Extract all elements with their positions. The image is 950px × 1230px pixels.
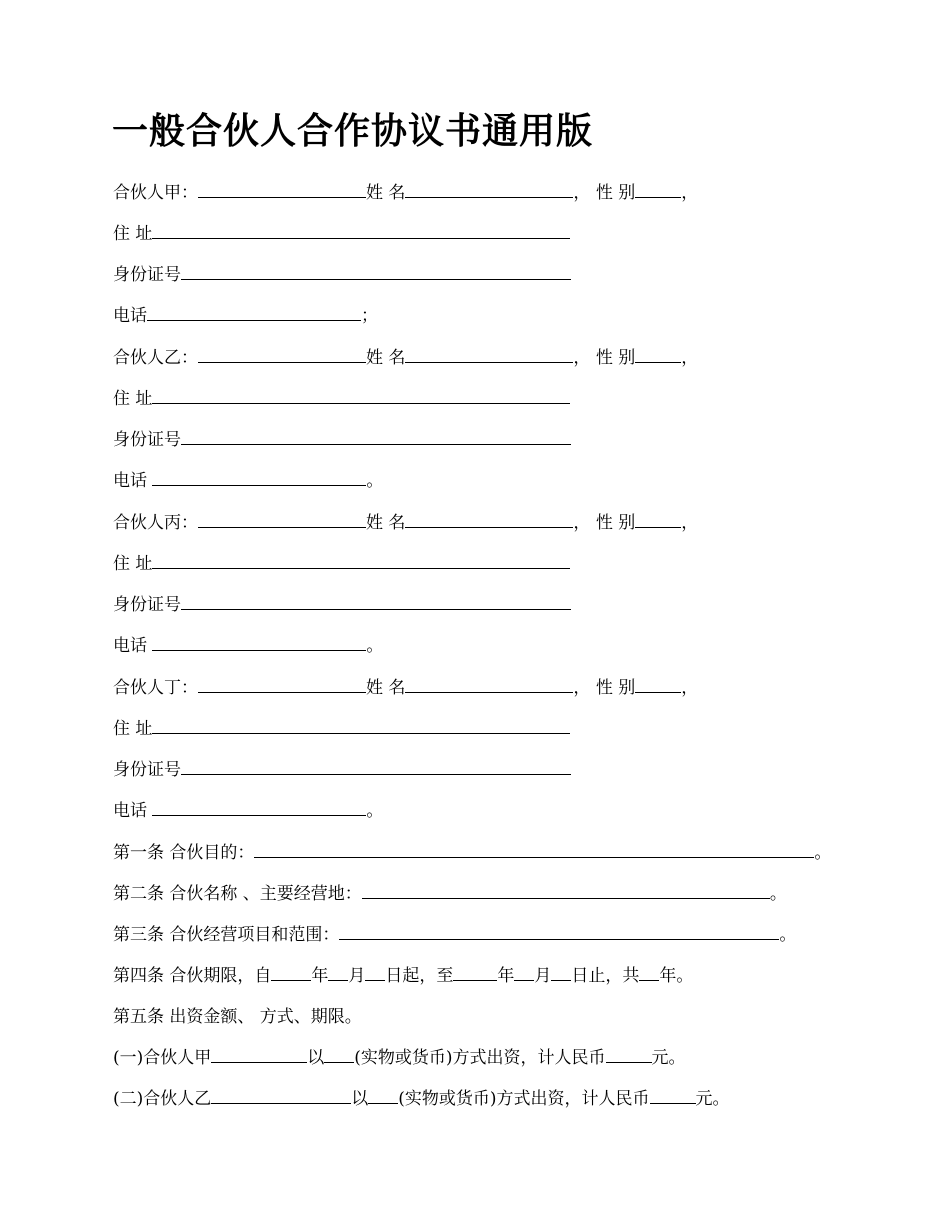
contribution-method: (实物或货币)方式出资，计人民币 [398,1089,650,1109]
name-label: 姓 名 [366,678,406,698]
blank-field[interactable] [198,181,366,198]
partner-c-id-line [113,593,571,617]
article-label: 第三条 合伙经营项目和范围： [113,925,340,945]
blank-field[interactable] [551,964,571,981]
separator: 。 [366,636,384,656]
separator: ， [573,183,591,203]
partner-c-address-line [113,552,570,576]
contribution-with: 以 [307,1048,325,1068]
day-label: 日起，至 [385,966,454,986]
blank-field[interactable] [181,263,571,280]
year-label: 年。 [659,966,694,986]
blank-field[interactable] [147,304,361,321]
partner-d-name-line [113,676,698,700]
partner-b-name-line [113,346,698,370]
address-label: 住 址 [113,389,153,409]
partner-label: 合伙人乙： [113,348,198,368]
separator: ， [681,348,699,368]
article-2 [113,882,787,906]
separator: 。 [769,884,787,904]
id-label: 身份证号 [113,595,181,615]
separator: ， [573,348,591,368]
partner-label: 合伙人丙： [113,513,198,533]
article-label: 第一条 合伙目的： [113,843,255,863]
blank-field[interactable] [635,181,681,198]
blank-field[interactable] [152,634,366,651]
separator: 。 [366,471,384,491]
contribution-label: (一)合伙人甲 [113,1048,212,1068]
partner-a-id-line [113,263,571,287]
blank-field[interactable] [198,346,366,363]
blank-field[interactable] [324,1046,354,1063]
separator: ， [681,183,699,203]
partner-b-phone-line [113,469,383,493]
blank-field[interactable] [181,758,571,775]
gender-label: 性 别 [595,348,636,368]
article-label: 第五条 出资金额、 方式、期限。 [113,1007,362,1027]
blank-field[interactable] [181,593,571,610]
document-title: 一般合伙人合作协议书通用版 [112,111,594,152]
article-5 [113,1005,362,1029]
contribution-with: 以 [351,1089,369,1109]
blank-field[interactable] [514,964,534,981]
blank-field[interactable] [635,511,681,528]
blank-field[interactable] [405,676,573,693]
partner-d-address-line [113,717,570,741]
article-label: 第四条 合伙期限，自 [113,966,272,986]
blank-field[interactable] [152,387,570,404]
blank-field[interactable] [635,346,681,363]
separator: ， [573,678,591,698]
partner-d-phone-line [113,799,383,823]
name-label: 姓 名 [366,183,406,203]
blank-field[interactable] [152,552,570,569]
partner-a-phone-line [113,304,378,328]
blank-field[interactable] [181,428,571,445]
blank-field[interactable] [328,964,348,981]
blank-field[interactable] [211,1046,307,1063]
blank-field[interactable] [198,676,366,693]
blank-field[interactable] [152,717,570,734]
blank-field[interactable] [606,1046,652,1063]
partner-a-address-line [113,222,570,246]
id-label: 身份证号 [113,265,181,285]
contribution-b [113,1087,730,1111]
partner-label: 合伙人丁： [113,678,198,698]
blank-field[interactable] [339,923,779,940]
year-label: 年 [311,966,329,986]
blank-field[interactable] [211,1087,351,1104]
partner-d-id-line [113,758,571,782]
contribution-label: (二)合伙人乙 [113,1089,212,1109]
blank-field[interactable] [271,964,311,981]
blank-field[interactable] [635,676,681,693]
blank-field[interactable] [198,511,366,528]
address-label: 住 址 [113,554,153,574]
blank-field[interactable] [405,511,573,528]
name-label: 姓 名 [366,348,406,368]
blank-field[interactable] [365,964,385,981]
separator: ， [573,513,591,533]
blank-field[interactable] [152,469,366,486]
blank-field[interactable] [368,1087,398,1104]
separator: ， [681,678,699,698]
contribution-unit: 元。 [651,1048,686,1068]
contribution-unit: 元。 [695,1089,730,1109]
article-label: 第二条 合伙名称 、主要经营地： [113,884,362,904]
separator: ； [361,306,378,326]
blank-field[interactable] [405,181,573,198]
gender-label: 性 别 [595,678,636,698]
blank-field[interactable] [152,222,570,239]
id-label: 身份证号 [113,430,181,450]
blank-field[interactable] [152,799,366,816]
name-label: 姓 名 [366,513,406,533]
blank-field[interactable] [254,841,814,858]
gender-label: 性 别 [595,183,636,203]
month-label: 月 [534,966,552,986]
separator: 。 [366,801,384,821]
year-label: 年 [497,966,515,986]
address-label: 住 址 [113,719,153,739]
phone-label: 电话 [113,471,147,491]
contribution-method: (实物或货币)方式出资，计人民币 [354,1048,606,1068]
phone-label: 电话 [113,801,147,821]
partner-label: 合伙人甲： [113,183,198,203]
separator: 。 [779,925,797,945]
id-label: 身份证号 [113,760,181,780]
partner-b-id-line [113,428,571,452]
partner-c-name-line [113,511,698,535]
separator: ， [681,513,699,533]
partner-c-phone-line [113,634,383,658]
address-label: 住 址 [113,224,153,244]
blank-field[interactable] [453,964,497,981]
article-4 [113,964,693,988]
contribution-a [113,1046,686,1070]
gender-label: 性 别 [595,513,636,533]
blank-field[interactable] [639,964,659,981]
blank-field[interactable] [650,1087,696,1104]
month-label: 月 [348,966,366,986]
phone-label: 电话 [113,636,147,656]
article-1 [113,841,831,865]
partner-a-name-line [113,181,698,205]
article-3 [113,923,796,947]
blank-field[interactable] [405,346,573,363]
partner-b-address-line [113,387,570,411]
separator: 。 [814,843,832,863]
blank-field[interactable] [362,882,770,899]
day-label: 日止，共 [571,966,640,986]
phone-label: 电话 [113,306,147,326]
